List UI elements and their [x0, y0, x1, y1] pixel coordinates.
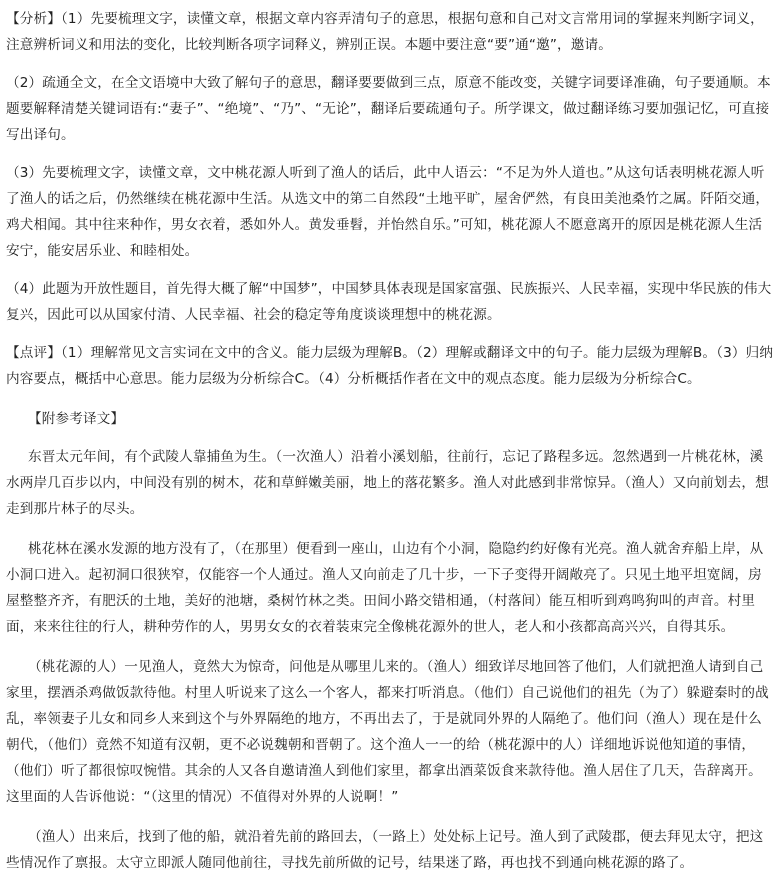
translation-paragraph-3: （桃花源的人）一见渔人，竟然大为惊奇，问他是从哪里儿来的。（渔人）细致详尽地回答了他们，人们就把渔人请到自己家里，摆酒杀鸡做饭款待他。村里人听说来了这么一个客人，都来打听消息。（他们）自己说他们的祖先（为了）躲避秦时的战乱，率领妻子儿女和同乡人来到这个与外界隔绝的地方，不再出去了，于是就同外界的人隔绝了。他们问（渔人）现在是什么朝代，（他们）竟然不知道有汉朝，更不必说魏朝和晋朝了。这个渔人一一的给（桃花源中的人）详细地诉说他知道的事情，（他们）听了都很惊叹惋惜。其余的人又各自邀请渔人到他们家里，都拿出酒菜饭食来款待他。渔人居住了几天，告辞离开。这里面的人告诉他说：“（这里的情况）不值得对外界的人说啊！”	[6, 659, 769, 805]
translation-paragraph-4: （渔人）出来后，找到了他的船，就沿着先前的路回去，（一路上）处处标上记号。渔人到了武陵郡，便去拜见太守，把这些情况作了禀报。太守立即派人随同他前往，寻找先前所做的记号，结果迷了路，再也找不到通向桃花源的路了。	[6, 829, 764, 871]
analysis-paragraph-2: （2）疏通全文，在全文语境中大致了解句子的意思，翻译要要做到三点，原意不能改变，关键字词要译准确，句子要通顺。本题要解释清楚关键词语有:“妻子”、“绝境”、“乃”、“无论”，翻译后要疏通句子。所学课文，做过翻译练习要加强记忆，可直接写出译句。	[6, 75, 771, 143]
translation-heading: 【附参考译文】	[28, 411, 125, 427]
comment-label: 【点评】	[6, 345, 61, 361]
analysis-paragraph-3: （3）先要梳理文字，读懂文章，文中桃花源人听到了渔人的话后，此中人语云：“不足为外人道也。”从这句话表明桃花源人听了渔人的话之后，仍然继续在桃花源中生活。从选文中的第二自然段“土地平旷，屋舍俨然，有良田美池桑竹之属。阡陌交通，鸡犬相闻。其中往来种作，男女衣着，悉如外人。黄发垂髫，并怡然自乐。”可知，桃花源人不愿意离开的原因是桃花源人生活安宁，能安居乐业、和睦相处。	[6, 165, 770, 259]
analysis-paragraph-4: （4）此题为开放性题目，首先得大概了解“中国梦”，中国梦具体表现是国家富强、民族振兴、人民幸福，实现中华民族的伟大复兴，因此可以从国家付清、人民幸福、社会的稳定等角度谈谈理想中的桃花源。	[6, 281, 772, 323]
analysis-paragraph-1	[6, 6, 774, 58]
translation-paragraph-2: 桃花林在溪水发源的地方没有了，（在那里）便看到一座山，山边有个小洞，隐隐约约好像有光亮。渔人就舍弃船上岸，从小洞口进入。起初洞口很狭窄，仅能容一个人通过。渔人又向前走了几十步，一下子变得开阔敞亮了。只见土地平坦宽阔，房屋整整齐齐，有肥沃的土地，美好的池塘，桑树竹林之类。田间小路交错相通，（村落间）能互相听到鸡鸣狗叫的声音。村里面，来来往往的行人，耕种劳作的人，男男女女的衣着装束完全像桃花源外的世人，老人和小孩都高高兴兴，自得其乐。	[6, 541, 764, 635]
analysis-text-1: （1）先要梳理文字，读懂文章，根据文章内容弄清句子的意思，根据句意和自己对文言常用词的掌握来判断字词义，注意辨析词义和用法的变化，比较判断各项字词释义，辨别正误。本题中要注意“要”通“邀”，邀请。	[6, 11, 764, 53]
analysis-label: 【分析】	[6, 11, 61, 27]
comment-text: （1）理解常见文言实词在文中的含义。能力层级为理解B。（2）理解或翻译文中的句子。能力层级为理解B。（3）归纳内容要点，概括中心意思。能力层级为分析综合C。（4）分析概括作者在文中的观点态度。能力层级为分析综合C。	[6, 345, 774, 387]
comment-paragraph	[6, 340, 774, 392]
translation-paragraph-1: 东晋太元年间，有个武陵人靠捕鱼为生。（一次渔人）沿着小溪划船，往前行，忘记了路程多远。忽然遇到一片桃花林，溪水两岸几百步以内，中间没有别的树木，花和草鲜嫩美丽，地上的落花繁多。渔人对此感到非常惊异。（渔人）又向前划去，想走到那片林子的尽头。	[6, 449, 769, 517]
